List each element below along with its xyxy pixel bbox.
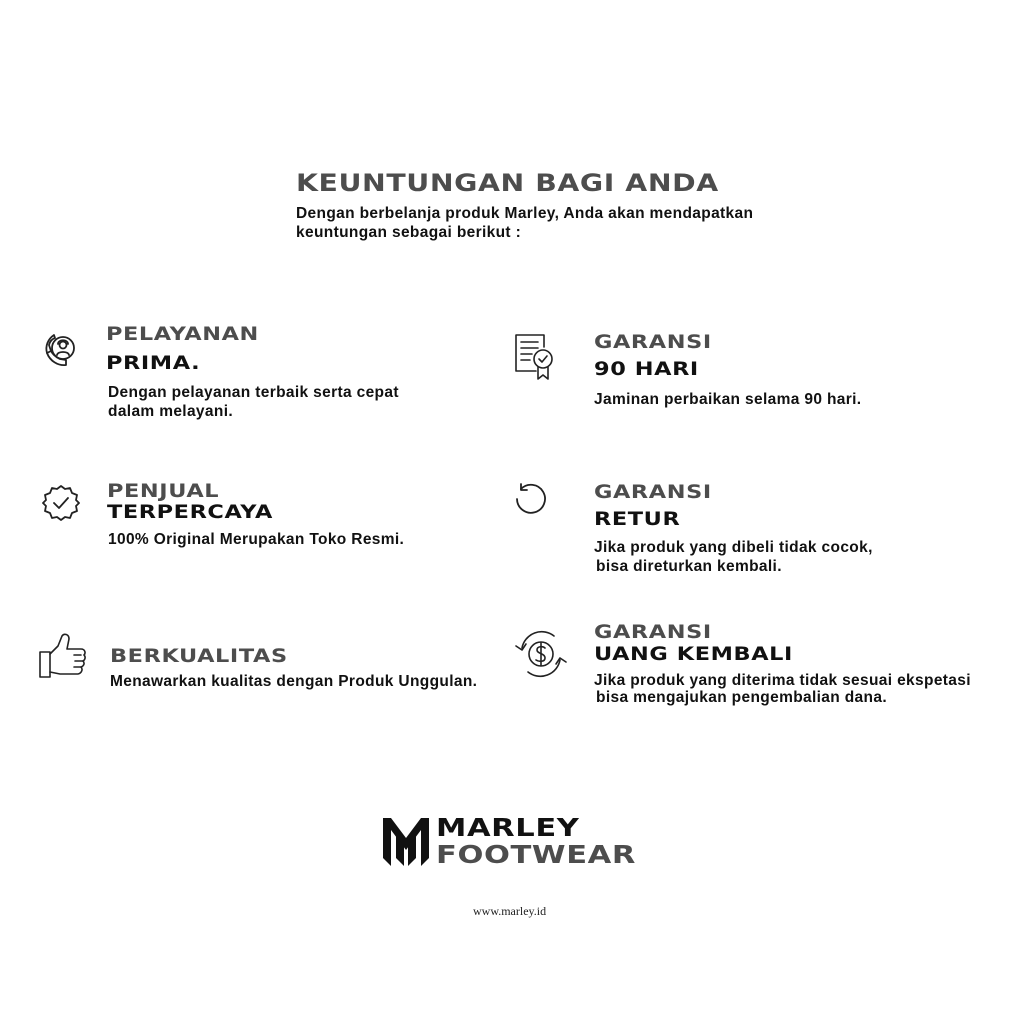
benefit-title-line2: TERPERCAYA <box>107 501 273 523</box>
benefit-title-line1: PENJUAL <box>107 480 220 502</box>
thumbs-up-icon <box>38 632 88 680</box>
brand-name-line1: MARLEY <box>436 813 580 842</box>
warranty-certificate-icon <box>514 333 556 381</box>
benefit-desc-line1: Jika produk yang diterima tidak sesuai ekspetasi <box>594 672 971 689</box>
benefit-desc-line1: Menawarkan kualitas dengan Produk Unggulan. <box>110 673 478 690</box>
benefit-title-line2: RETUR <box>594 508 681 530</box>
benefit-title-line1: BERKUALITAS <box>110 645 288 667</box>
website-url[interactable]: www.marley.id <box>473 904 547 918</box>
benefit-desc-line1: Jika produk yang dibeli tidak cocok, <box>594 539 873 556</box>
support-agent-icon <box>42 331 80 369</box>
brand-name-line2: FOOTWEAR <box>436 840 636 869</box>
marley-logo-icon <box>381 814 431 866</box>
benefit-title-line1: PELAYANAN <box>106 323 259 345</box>
benefit-title-line2: 90 HARI <box>594 358 699 380</box>
benefit-title-line2: UANG KEMBALI <box>594 643 793 665</box>
page-subtitle-line2: keuntungan sebagai berikut : <box>296 224 522 241</box>
benefit-title-line2: PRIMA. <box>106 352 201 374</box>
benefit-desc-line2: bisa mengajukan pengembalian dana. <box>596 689 887 706</box>
page-subtitle-line1: Dengan berbelanja produk Marley, Anda akan mendapatkan <box>296 205 754 222</box>
benefit-title-line1: GARANSI <box>594 621 712 643</box>
benefit-title-line1: GARANSI <box>594 331 712 353</box>
money-back-icon <box>514 630 568 678</box>
benefit-desc-line2: bisa direturkan kembali. <box>596 558 782 575</box>
benefit-desc-line1: Dengan pelayanan terbaik serta cepat <box>108 384 399 401</box>
page-title: KEUNTUNGAN BAGI ANDA <box>296 169 719 197</box>
benefit-title-line1: GARANSI <box>594 481 712 503</box>
benefit-desc-line1: 100% Original Merupakan Toko Resmi. <box>108 531 405 548</box>
verified-badge-icon <box>42 484 80 522</box>
benefit-desc-line1: Jaminan perbaikan selama 90 hari. <box>594 391 862 408</box>
benefit-desc-line2: dalam melayani. <box>108 403 234 420</box>
return-arrow-icon <box>513 481 549 517</box>
